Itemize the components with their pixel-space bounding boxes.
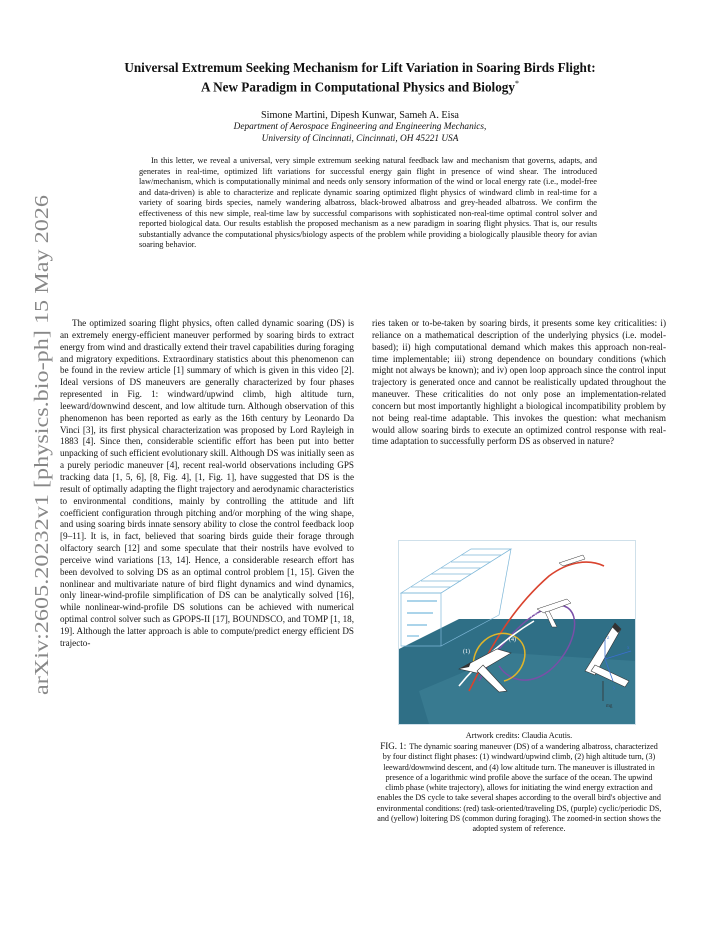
title-line-2-text: A New Paradigm in Computational Physics and Biology <box>201 79 515 95</box>
figure-caption <box>376 741 662 835</box>
wind-grid-line <box>441 549 511 593</box>
paper-title <box>60 60 660 95</box>
dynamic-soaring-illustration <box>399 541 635 724</box>
affiliation-line-1: Department of Aerospace Engineering and Engineering Mechanics, <box>233 122 487 132</box>
title-line-2 <box>60 76 660 95</box>
axis-z-label: z <box>607 636 610 641</box>
title-footnote-mark: * <box>514 79 519 88</box>
figure-label: FIG. 1: <box>380 741 407 751</box>
phase-label-1: (1) <box>463 649 470 655</box>
wind-grid-line <box>499 549 511 615</box>
arxiv-stamp <box>18 180 58 700</box>
body-paragraph-continued: ries taken or to-be-taken by soaring birds, it presents some key criticalities: i) reliance on a mathematical description of the underlying physics (i.e. model-based); ii) high computational demand which makes this approach non-real-time implementable; iii) strong dependence on boundary conditions (which might not always be known); and iv) open loop approach since the control input trajectory is generated once and cannot be realistically updated throughout the maneuver. These criticalities do not only pose an implementation-related concern but most importantly highlight a biological incompatibility problem by not being real-time adaptable. This invokes the question: what mechanism would allow soaring birds to execute an optimized control response with real-time adaptation to successfully perform DS as observed in nature? <box>372 318 666 447</box>
figure-credits: Artwork credits: Claudia Acutis. <box>465 731 573 740</box>
abstract: In this letter, we reveal a universal, very simple extremum seeking natural feedback law and mechanism that governs, adapts, and generates in real-time, optimized lift variations for successful energy gain flight in presence of wind shear. The introduced law/mechanism, which is computationally minimal and needs only sensory information of the wind or local energy rate (i.e., model-free and data-driven) is able to characterize and replicate dynamic soaring optimized flight physics of windward climb in real-time for a variety of soaring birds species, namely wandering albatross, black-browed albatross and grey-headed albatross. We confirm the effectiveness of this new simple, real-time law by successful comparisons with sophisticated non-real-time optimal control solver and reported biological data. Our results establish the proposed mechanism as a new paradigm in soaring flight physics. That is, our results substantially advance the computational physics/biology aspects of the problem while providing a biologically plausible theory for avian soaring behavior. <box>139 156 597 249</box>
affiliation-line-2: University of Cincinnati, Cincinnati, OH 45221 USA <box>261 134 459 144</box>
figure-1-illustration <box>398 540 636 725</box>
affiliation <box>60 121 660 145</box>
phase-label-2: (2) <box>549 585 556 591</box>
phase-label-4: (4) <box>509 637 516 643</box>
phase-label-3: (3) <box>531 613 538 619</box>
wind-arrows <box>407 601 437 636</box>
wind-profile-top-band <box>401 549 511 593</box>
figure-caption-text: The dynamic soaring maneuver (DS) of a wandering albatross, characterized by four distinct flight phases: (1) windward/upwind climb, (2) high altitude turn, (3) leeward/downwind descent, and (4) low altitude turn. The maneuver is illustrated in presence of a logarithmic wind profile above the surface of the ocean. The upwind climb phase (white trajectory), allows for initiating the wind energy extraction and enables the DS cycle to take several shapes according to the overall bird's objective and environmental conditions: (red) task-oriented/traveling DS, (purple) cyclic/periodic DS, and (yellow) loitering DS (common during foraging). The zoomed-in section shows the adopted system of reference. <box>376 742 662 834</box>
body-paragraph-intro: The optimized soaring flight physics, often called dynamic soaring (DS) is an extremely energy-efficient maneuver performed by soaring birds to extract energy from wind and drastically extend their travel capabilities during foraging and migratory expeditions. Extraordinary statistics about this phenomenon can be found in the review article [1] summary of which is given in this video [2]. Ideal versions of DS maneuvers are generally characterized by four phases represented in Fig. 1: windward/upwind climb, high altitude turn, leeward/downwind descent, and low altitude turn. Although observation of this phenomenon has been reported as early as the 16th century by Leonardo Da Vinci [3], its first physical characterization was proposed by Lord Rayleigh in 1883 [4]. Since then, considerable scientific effort has been put into better unpacking of such efficient evolutionary skill. Although DS was initially seen as a purely periodic maneuver [4], recent real-world observations including GPS tracking data [1, 5, 6], [8, Fig. 4], [1, Fig. 1], have suggested that DS is the result of optimally adapting the flight trajectory and aerodynamic characteristics to environmental conditions, mainly by controlling the attitude and lift coefficient configuration through pitching and/or morphing of the wing shape, and using soaring birds innate sensory ability to close the control feedback loop [9–11]. It is, in fact, believed that soaring birds guide their forage through olfactory search [12] and some speculate that their nostrils have evolved to perceive wind variations [13, 14]. Hence, a considerable research effort has been devolved to solving DS as an optimal control problem [1, 15]. Given the nonlinear and multivariate nature of bird flight dynamics and wind dynamics, only linear-wind-profile simplification of DS can be analytically solved [16], while nonlinear-wind-profile DS solutions can be achieved with numerical optimal control solver such as GPOPS-II [17], BOUNDSCO, and TOMP [1, 18, 19]. Although the latter approach is able to compute/predict energy efficient DS trajecto- <box>60 318 354 648</box>
arxiv-stamp-svg <box>18 180 58 700</box>
axis-y-label: y <box>613 686 616 691</box>
axis-x-label: x <box>627 646 630 651</box>
body-left-column <box>60 318 354 650</box>
title-line-1: Universal Extremum Seeking Mechanism for Lift Variation in Soaring Birds Flight: <box>124 60 596 75</box>
body-right-column <box>372 318 666 448</box>
arxiv-stamp-text: arXiv:2605.20232v1 [physics.bio-ph] 15 May 2026 <box>32 292 53 695</box>
author-list: Simone Martini, Dipesh Kunwar, Sameh A. Eisa <box>261 110 459 121</box>
gravity-label: mg <box>606 704 613 709</box>
